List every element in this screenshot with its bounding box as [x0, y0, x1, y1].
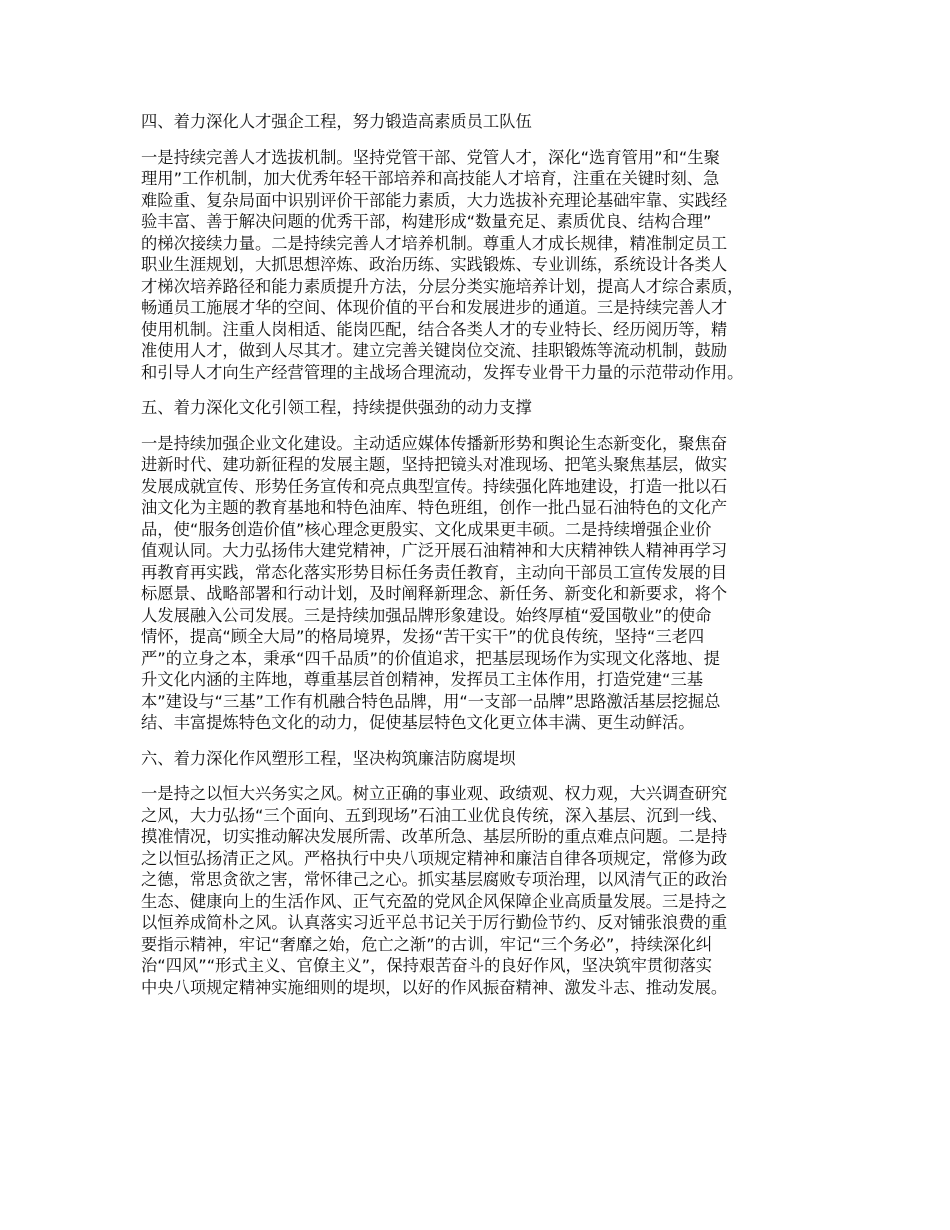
text-line: 一是持续加强企业文化建设。主动适应媒体传播新形势和舆论生态新变化，聚焦奋: [141, 433, 728, 453]
text-line: 中央八项规定精神实施细则的堤坝，以好的作风振奋精神、激发斗志、推动发展。: [141, 977, 728, 997]
text-line: 本”建设与“三基”工作有机融合特色品牌，用“一支部一品牌”思路激活基层挖掘总: [141, 691, 721, 711]
section-heading: 五、着力深化文化引领工程，持续提供强劲的动力支撑: [141, 398, 532, 417]
section-culture: [141, 397, 831, 734]
text-line: 情怀，提高“顾全大局”的格局境界，发扬“苦干实干”的优良传统，坚持“三老四: [141, 627, 705, 646]
text-line: 理用”工作机制，加大优秀年轻干部培养和高技能人才培育，注重在关键时刻、急: [141, 169, 720, 188]
text-line: 品，使“服务创造价值”核心理念更殷实、文化成果更丰硕。二是持续增强企业价: [141, 519, 712, 539]
section-paragraph: [141, 783, 831, 998]
text-line: 畅通员工施展才华的空间、体现价值的平台和发展进步的通道。三是持续完善人才: [141, 298, 728, 317]
text-line: 治“四风”“形式主义、官僚主义”，保持艰苦奋斗的良好作风，坚决筑牢贯彻落实: [141, 956, 713, 975]
text-line: 人发展融入公司发展。三是持续加强品牌形象建设。始终厚植“爱国敬业”的使命: [141, 605, 712, 625]
text-line: 以恒养成简朴之风。认真落实习近平总书记关于厉行勤俭节约、反对铺张浪费的重: [141, 913, 728, 932]
text-line: 和引导人才向生产经营管理的主战场合理流动，发挥专业骨干力量的示范带动作用。: [141, 362, 744, 382]
section-heading: 四、着力深化人才强企工程，努力锻造高素质员工队伍: [141, 112, 532, 131]
text-line: 生态、健康向上的生活作风、正气充盈的党风企风保障企业高质量发展。三是持之: [141, 891, 728, 911]
text-line: 一是持续完善人才选拔机制。坚持党管干部、党管人才，深化“选育管用”和“生聚: [141, 147, 720, 167]
text-line: 结、丰富提炼特色文化的动力，促使基层特色文化更立体丰满、更生动鲜活。: [141, 713, 695, 732]
text-line: 之以恒弘扬清正之风。严格执行中央八项规定精神和廉洁自律各项规定，常修为政: [141, 848, 728, 868]
text-line: 值观认同。大力弘扬伟大建党精神，广泛开展石油精神和大庆精神铁人精神再学习: [141, 541, 728, 560]
section-paragraph: [141, 147, 831, 384]
section-heading: 六、着力深化作风塑形工程，坚决构筑廉洁防腐堤坝: [141, 748, 516, 768]
text-line: 之德，常思贪欲之害，常怀律己之心。抓实基层腐败专项治理，以风清气正的政治: [141, 870, 728, 889]
text-line: 才梯次培养路径和能力素质提升方法，分层分类实施培养计划，提高人才综合素质，: [141, 276, 744, 296]
text-line: 难险重、复杂局面中识别评价干部能力素质，大力选拔补充理论基础牢靠、实践经: [141, 190, 728, 210]
text-line: 的梯次接续力量。二是持续完善人才培养机制。尊重人才成长规律，精准制定员工: [141, 233, 728, 253]
section-paragraph: [141, 433, 831, 734]
text-line: 职业生涯规划，大抓思想淬炼、政治历练、实践锻炼、专业训练，系统设计各类人: [141, 255, 728, 274]
text-line: 发展成就宣传、形势任务宣传和亮点典型宣传。持续强化阵地建设，打造一批以石: [141, 476, 728, 496]
text-line: 标愿景、战略部署和行动计划，及时阐释新理念、新任务、新变化和新要求，将个: [141, 584, 728, 603]
text-line: 严”的立身之本，秉承“四千品质”的价值追求，把基层现场作为实现文化落地、提: [141, 648, 720, 668]
text-line: 油文化为主题的教育基地和特色油库、特色班组，创作一批凸显石油特色的文化产: [141, 498, 728, 517]
section-talent: [141, 111, 831, 383]
text-line: 摸准情况，切实推动解决发展所需、改革所急、基层所盼的重点难点问题。二是持: [141, 827, 728, 846]
section-style: [141, 748, 831, 999]
text-line: 要指示精神，牢记“奢靡之始，危亡之渐”的古训，牢记“三个务必”，持续深化纠: [141, 934, 713, 954]
text-line: 使用机制。注重人岗相适、能岗匹配，结合各类人才的专业特长、经历阅历等，精: [141, 319, 728, 339]
text-line: 进新时代、建功新征程的发展主题，坚持把镜头对准现场、把笔头聚焦基层，做实: [141, 455, 728, 474]
text-line: 升文化内涵的主阵地，尊重基层首创精神，发挥员工主体作用，打造党建“三基: [141, 670, 704, 689]
text-line: 再教育再实践，常态化落实形势目标任务责任教育，主动向干部员工宣传发展的目: [141, 562, 728, 582]
text-line: 验丰富、善于解决问题的优秀干部，构建形成“数量充足、素质优良、结构合理”: [141, 212, 712, 231]
text-line: 一是持之以恒大兴务实之风。树立正确的事业观、政绩观、权力观，大兴调查研究: [141, 784, 728, 803]
text-line: 之风，大力弘扬“三个面向、五到现场”石油工业优良传统，深入基层、沉到一线、: [141, 805, 728, 825]
text-line: 准使用人才，做到人尽其才。建立完善关键岗位交流、挂职锻炼等流动机制，鼓励: [141, 341, 728, 360]
document-page: [141, 111, 831, 1012]
